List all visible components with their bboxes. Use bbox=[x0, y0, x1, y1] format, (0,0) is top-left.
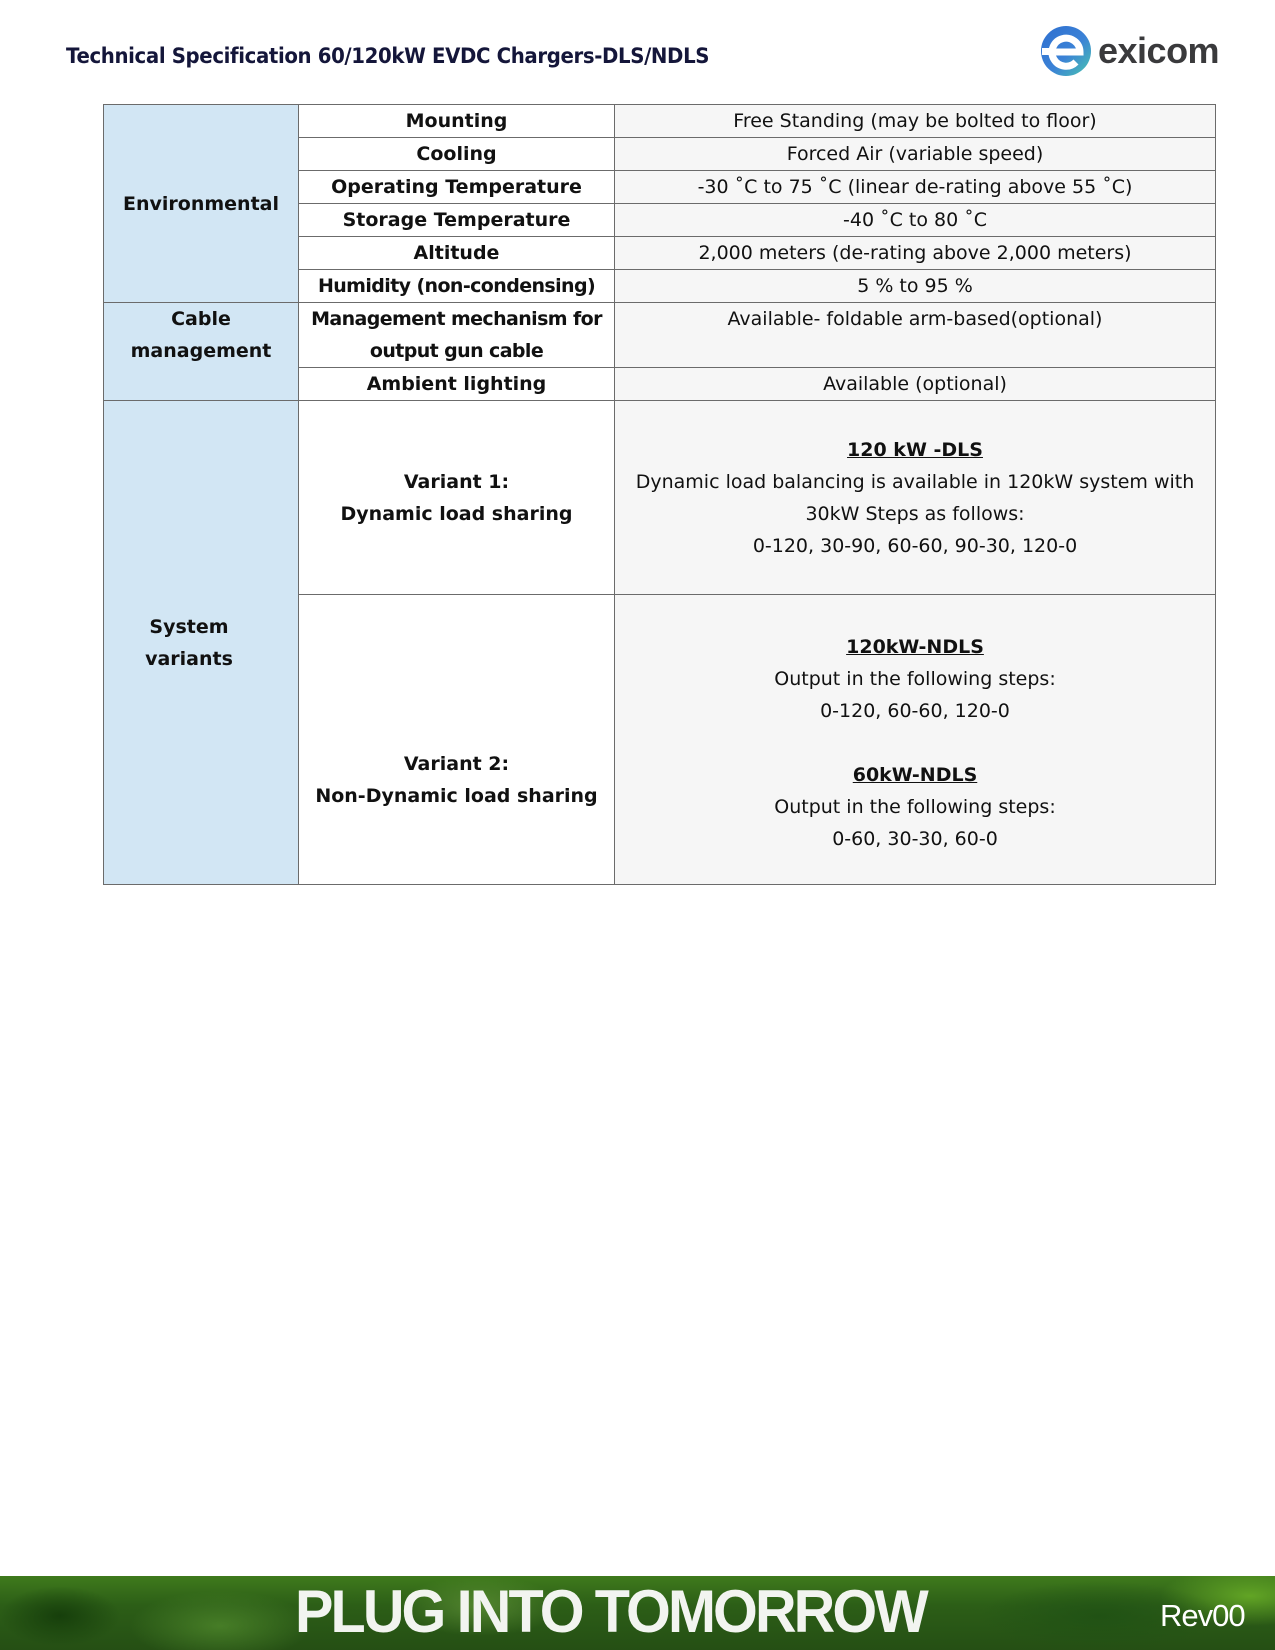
parameter-cell: Cooling bbox=[299, 138, 615, 171]
parameter-line1: Management mechanism for bbox=[311, 308, 602, 330]
variant-steps: 0-120, 30-90, 60-60, 90-30, 120-0 bbox=[752, 534, 1078, 557]
variant-description: Dynamic load sharing bbox=[340, 502, 573, 525]
variant-steps: 0-60, 30-30, 60-0 bbox=[832, 827, 998, 850]
variant-desc-line1: Output in the following steps: bbox=[774, 795, 1056, 818]
value-cell: 5 % to 95 % bbox=[615, 270, 1216, 303]
spacer bbox=[621, 727, 1209, 759]
exicom-logo bbox=[1040, 25, 1219, 77]
category-label-line1: System bbox=[149, 615, 229, 638]
value-cell: Available- foldable arm-based(optional) bbox=[615, 303, 1216, 368]
variant-steps: 0-120, 60-60, 120-0 bbox=[820, 699, 1010, 722]
variant-title: 120 kW -DLS bbox=[847, 438, 983, 461]
parameter-cell: Altitude bbox=[299, 237, 615, 270]
value-cell: 2,000 meters (de-rating above 2,000 meters) bbox=[615, 237, 1216, 270]
category-environmental bbox=[104, 105, 299, 303]
category-system-variants bbox=[104, 401, 299, 885]
category-cable-management bbox=[104, 303, 299, 401]
variant-label: Variant 2: bbox=[403, 752, 510, 775]
footer-slogan: PLUG INTO TOMORROW bbox=[295, 1578, 926, 1645]
variant-desc-line1: Dynamic load balancing is available in 120kW system with bbox=[635, 470, 1195, 493]
parameter-cell: Humidity (non-condensing) bbox=[299, 270, 615, 303]
parameter-cell bbox=[299, 401, 615, 595]
parameter-cell bbox=[299, 303, 615, 368]
category-label-line1: Cable bbox=[171, 308, 231, 330]
parameter-cell: Mounting bbox=[299, 105, 615, 138]
footer-banner bbox=[0, 1576, 1275, 1650]
category-label-line2: management bbox=[130, 340, 272, 362]
value-cell: Available (optional) bbox=[615, 368, 1216, 401]
variant-title: 120kW-NDLS bbox=[846, 635, 984, 658]
parameter-line2: output gun cable bbox=[369, 340, 544, 362]
variant-description: Non-Dynamic load sharing bbox=[315, 784, 598, 807]
value-cell: -40 ˚C to 80 ˚C bbox=[615, 204, 1216, 237]
exicom-e-logo-icon bbox=[1040, 25, 1092, 77]
value-cell: Forced Air (variable speed) bbox=[615, 138, 1216, 171]
variant-title: 60kW-NDLS bbox=[852, 763, 978, 786]
variant-desc-line1: Output in the following steps: bbox=[774, 667, 1056, 690]
variant-desc-line2: 30kW Steps as follows: bbox=[805, 502, 1025, 525]
table-row bbox=[104, 401, 1216, 595]
category-label-line2: variants bbox=[145, 647, 233, 670]
logo-wordmark: exicom bbox=[1098, 30, 1220, 71]
table-row bbox=[104, 105, 1216, 138]
value-cell bbox=[615, 595, 1216, 885]
parameter-cell: Storage Temperature bbox=[299, 204, 615, 237]
parameter-cell: Operating Temperature bbox=[299, 171, 615, 204]
parameter-cell bbox=[299, 595, 615, 885]
value-cell bbox=[615, 401, 1216, 595]
value-cell: Free Standing (may be bolted to floor) bbox=[615, 105, 1216, 138]
revision-label: Rev00 bbox=[1160, 1598, 1245, 1633]
parameter-cell: Ambient lighting bbox=[299, 368, 615, 401]
document-title: Technical Specification 60/120kW EVDC Chargers-DLS/NDLS bbox=[66, 44, 710, 68]
variant-label: Variant 1: bbox=[403, 470, 510, 493]
category-label: Environmental bbox=[123, 192, 279, 215]
specification-table bbox=[103, 104, 1216, 885]
value-cell: -30 ˚C to 75 ˚C (linear de-rating above 55 ˚C) bbox=[615, 171, 1216, 204]
table-row bbox=[104, 303, 1216, 368]
